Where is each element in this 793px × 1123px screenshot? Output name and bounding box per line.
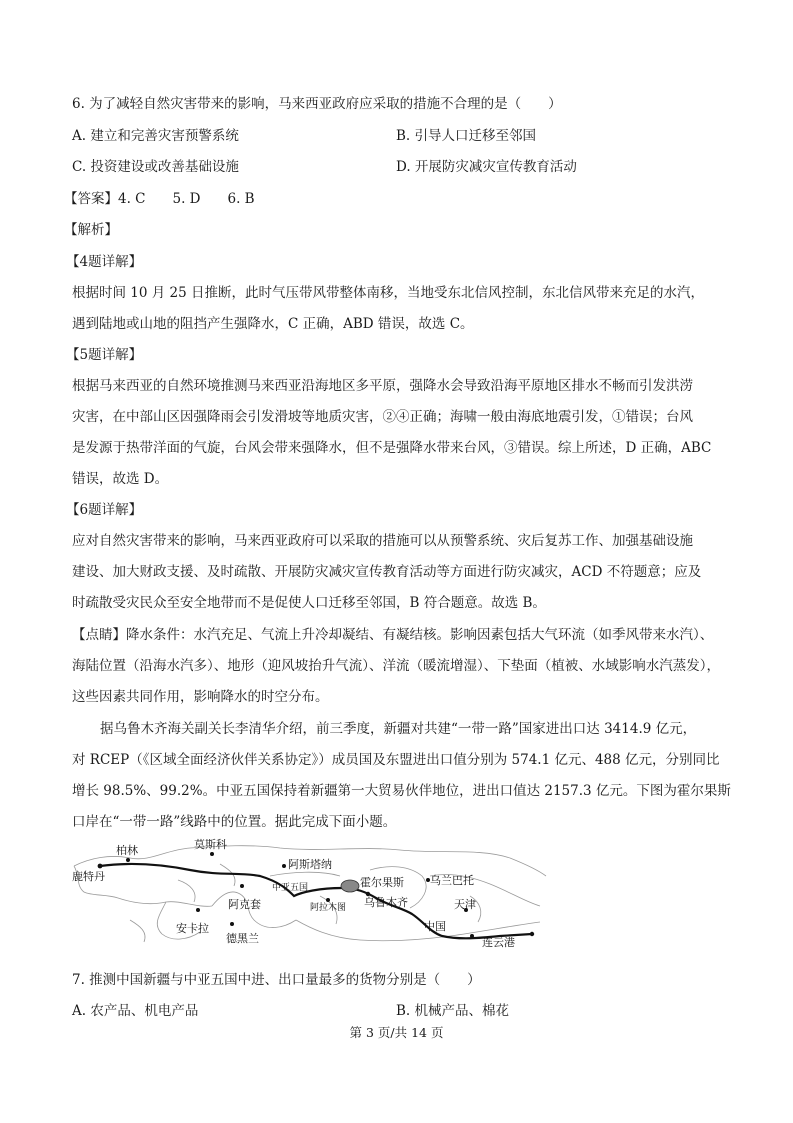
map-label-urumqi: 乌鲁木齐 xyxy=(364,896,408,909)
belt-road-map xyxy=(70,836,550,948)
q7-option-b: B. 机械产品、棉花 xyxy=(396,1003,510,1019)
map-label-lianyungang: 连云港 xyxy=(482,936,515,948)
passage-line: 增长 98.5%、99.2%。中亚五国保持着新疆第一大贸易伙伴地位，进出口值达 2157.3 亿元。下图为霍尔果斯 xyxy=(72,783,731,799)
passage-line: 口岸在“一带一路”线路中的位置。据此完成下面小题。 xyxy=(72,814,397,830)
q7-option-a: A. 农产品、机电产品 xyxy=(72,1003,199,1019)
passage-line: 据乌鲁木齐海关副关长李清华介绍，前三季度，新疆对共建“一带一路”国家进出口达 3414.9 亿元， xyxy=(100,721,697,737)
detail-5-label: 【5题详解】 xyxy=(66,347,143,363)
detail-6-line: 应对自然灾害带来的影响，马来西亚政府可以采取的措施可以从预警系统、灾后复苏工作、加强基础设施 xyxy=(72,533,693,549)
map-label-moscow: 莫斯科 xyxy=(194,838,227,851)
q7-stem: 7. 推测中国新疆与中亚五国中进、出口量最多的货物分别是（ ） xyxy=(72,972,481,988)
q6-option-a: A. 建立和完善灾害预警系统 xyxy=(72,128,239,144)
khorgos-marker xyxy=(341,880,359,892)
map-label-khorgos: 霍尔果斯 xyxy=(360,876,404,889)
q6-option-b: B. 引导人口迁移至邻国 xyxy=(396,128,537,144)
map-label-ulanbator: 乌兰巴托 xyxy=(430,874,474,887)
map-label-astana: 阿斯塔纳 xyxy=(288,858,332,871)
detail-4-line: 根据时间 10 月 25 日推断，此时气压带风带整体南移，当地受东北信风控制，东北信风带来充足的水汽， xyxy=(72,285,705,301)
page-footer: 第 3 页/共 14 页 xyxy=(349,1025,444,1040)
q6-option-d: D. 开展防灾减灾宣传教育活动 xyxy=(396,159,577,175)
map-label-berlin: 柏林 xyxy=(116,844,138,857)
detail-5-line: 错误，故选 D。 xyxy=(72,471,169,487)
map-label-almaty: 阿拉木图 xyxy=(310,903,347,913)
detail-4-line: 遇到陆地或山地的阻挡产生强降水，C 正确，ABD 错误，故选 C。 xyxy=(72,316,474,332)
map-label-central-asia: 中亚五国 xyxy=(272,883,309,893)
detail-6-label: 【6题详解】 xyxy=(66,502,143,518)
q6-stem: 6. 为了减轻自然灾害带来的影响，马来西亚政府应采取的措施不合理的是（ ） xyxy=(72,96,562,112)
map-label-ankara: 安卡拉 xyxy=(176,922,209,935)
detail-6-line: 时疏散受灾民众至安全地带而不是促使人口迁移至邻国，B 符合题意。故选 B。 xyxy=(72,595,546,611)
q6-option-c: C. 投资建设或改善基础设施 xyxy=(72,159,239,175)
analysis-label: 【解析】 xyxy=(64,222,118,238)
map-label-tianjin: 天津 xyxy=(454,898,476,911)
detail-5-line: 灾害，在中部山区因强降雨会引发滑坡等地质灾害，②④正确；海啸一般由海底地震引发，①错误；台风 xyxy=(72,409,693,425)
answer-line: 【答案】4. C 5. D 6. B xyxy=(64,191,255,207)
tip-line: 海陆位置（沿海水汽多）、地形（迎风坡抬升气流）、洋流（暖流增湿）、下垫面（植被、水域影响水汽蒸发）， xyxy=(72,658,720,674)
map-label-china: 中国 xyxy=(424,920,446,933)
detail-6-line: 建设、加大财政支援、及时疏散、开展防灾减灾宣传教育活动等方面进行防灾减灾，ACD 不符题意；应及 xyxy=(72,564,702,580)
map-label-rotterdam: 鹿特丹 xyxy=(72,870,105,883)
tip-line: 这些因素共同作用，影响降水的时空分布。 xyxy=(72,689,329,705)
detail-5-line: 是发源于热带洋面的气旋，台风会带来强降水，但不是强降水带来台风，③错误。综上所述，D 正确，ABC xyxy=(72,440,712,456)
map-label-tehran: 德黑兰 xyxy=(226,932,259,945)
map-label-aktau: 阿克套 xyxy=(228,898,261,911)
passage-line: 对 RCEP（《区域全面经济伙伴关系协定》）成员国及东盟进出口值分别为 574.1 亿元、488 亿元，分别同比 xyxy=(72,752,720,768)
detail-4-label: 【4题详解】 xyxy=(66,254,143,270)
detail-5-line: 根据马来西亚的自然环境推测马来西亚沿海地区多平原，强降水会导致沿海平原地区排水不畅而引发洪涝 xyxy=(72,378,693,394)
tip-line: 【点睛】降水条件：水汽充足、气流上升冷却凝结、有凝结核。影响因素包括大气环流（如季风带来水汽）、 xyxy=(72,627,714,643)
